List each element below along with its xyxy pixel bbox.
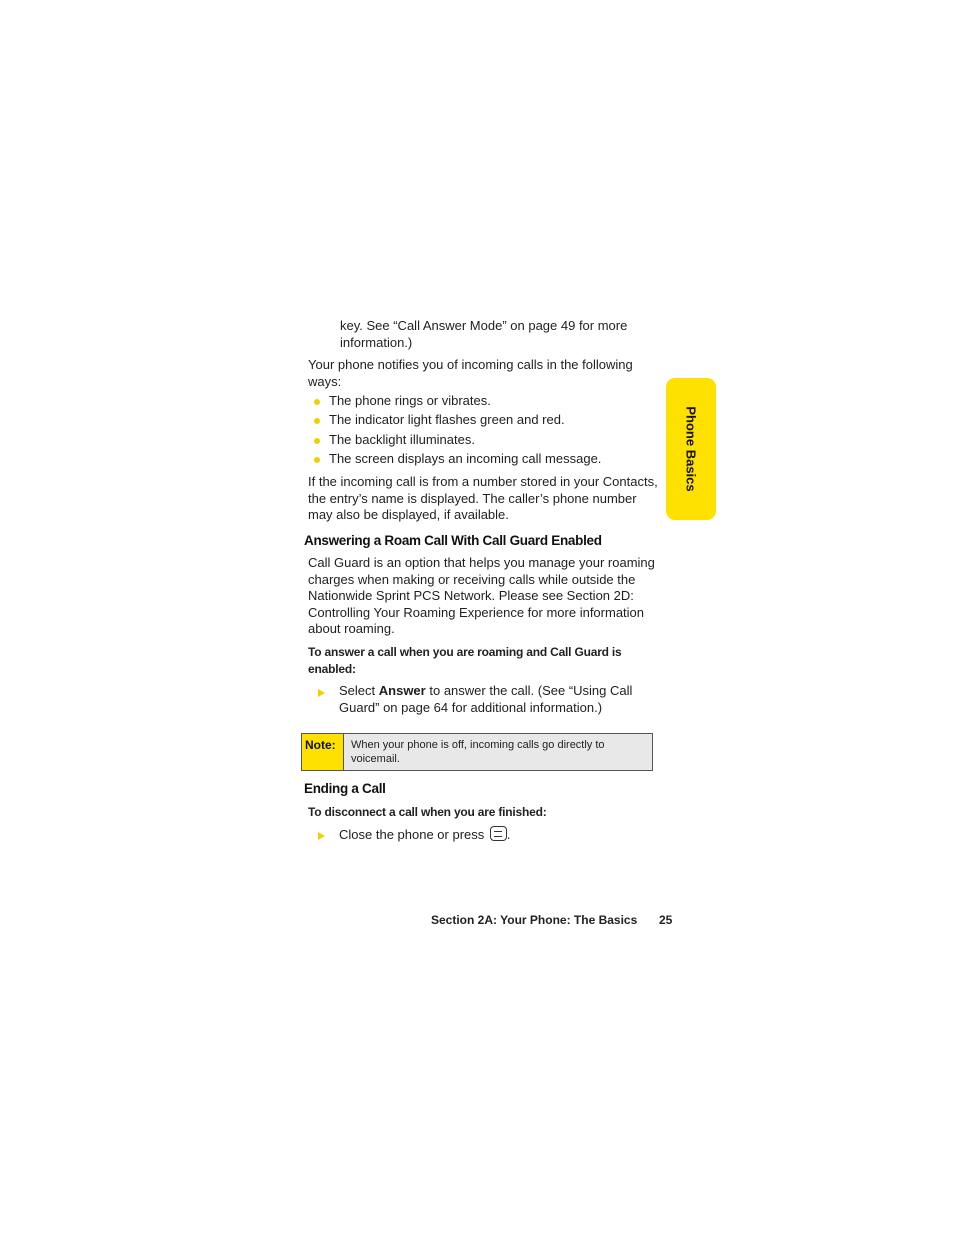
note-label-text: Note: xyxy=(305,738,336,752)
step-prefix: Select xyxy=(339,683,376,698)
footer-section-title: Section 2A: Your Phone: The Basics xyxy=(431,913,638,927)
note-label xyxy=(302,734,344,770)
step-end-punctuation: . xyxy=(506,827,511,842)
intro-continuation: key. See “Call Answer Mode” on page 49 for more information.) xyxy=(340,318,628,350)
ending-procedure-title: To disconnect a call when you are finished: xyxy=(308,805,547,819)
roam-procedure-title: To answer a call when you are roaming and Call Guard is enabled: xyxy=(308,645,622,676)
list-item-text: The indicator light flashes green and red. xyxy=(329,412,565,427)
note-box xyxy=(301,733,653,771)
end-key-icon xyxy=(490,826,507,841)
list-item-text: The phone rings or vibrates. xyxy=(329,393,491,408)
bullet-icon xyxy=(314,438,320,444)
bullet-icon xyxy=(314,418,320,424)
page-number: 25 xyxy=(659,913,673,927)
section-tab xyxy=(666,378,716,520)
ending-step-text xyxy=(339,826,511,844)
roam-paragraph: Call Guard is an option that helps you manage your roaming charges when making or receiving calls while outside the Nationwide Sprint PCS Network. Please see Section 2D: Controlling Your Roaming Experience for more information about roaming. xyxy=(308,555,655,636)
roam-section-heading: Answering a Roam Call With Call Guard Enabled xyxy=(304,533,602,548)
section-tab-label: Phone Basics xyxy=(683,406,699,492)
list-item-text: The backlight illuminates. xyxy=(329,432,475,447)
notify-paragraph: Your phone notifies you of incoming calls in the following ways: xyxy=(308,357,633,389)
roam-step-text xyxy=(339,683,634,716)
answer-option: Answer xyxy=(378,683,426,698)
ending-section-heading: Ending a Call xyxy=(304,781,386,796)
contacts-paragraph: If the incoming call is from a number stored in your Contacts, the entry’s name is displayed. The caller’s phone number may also be displayed, if available. xyxy=(308,474,658,522)
step-arrow-icon xyxy=(318,832,325,840)
bullet-icon xyxy=(314,399,320,405)
step-arrow-icon xyxy=(318,689,325,697)
bullet-icon xyxy=(314,457,320,463)
step-suffix: to answer the call. (See “Using Call Guard” on page 64 for additional information.) xyxy=(339,683,633,715)
note-text: When your phone is off, incoming calls go directly to voicemail. xyxy=(351,739,605,765)
list-item-text: The screen displays an incoming call message. xyxy=(329,451,602,466)
step-text: Close the phone or press xyxy=(339,827,485,842)
